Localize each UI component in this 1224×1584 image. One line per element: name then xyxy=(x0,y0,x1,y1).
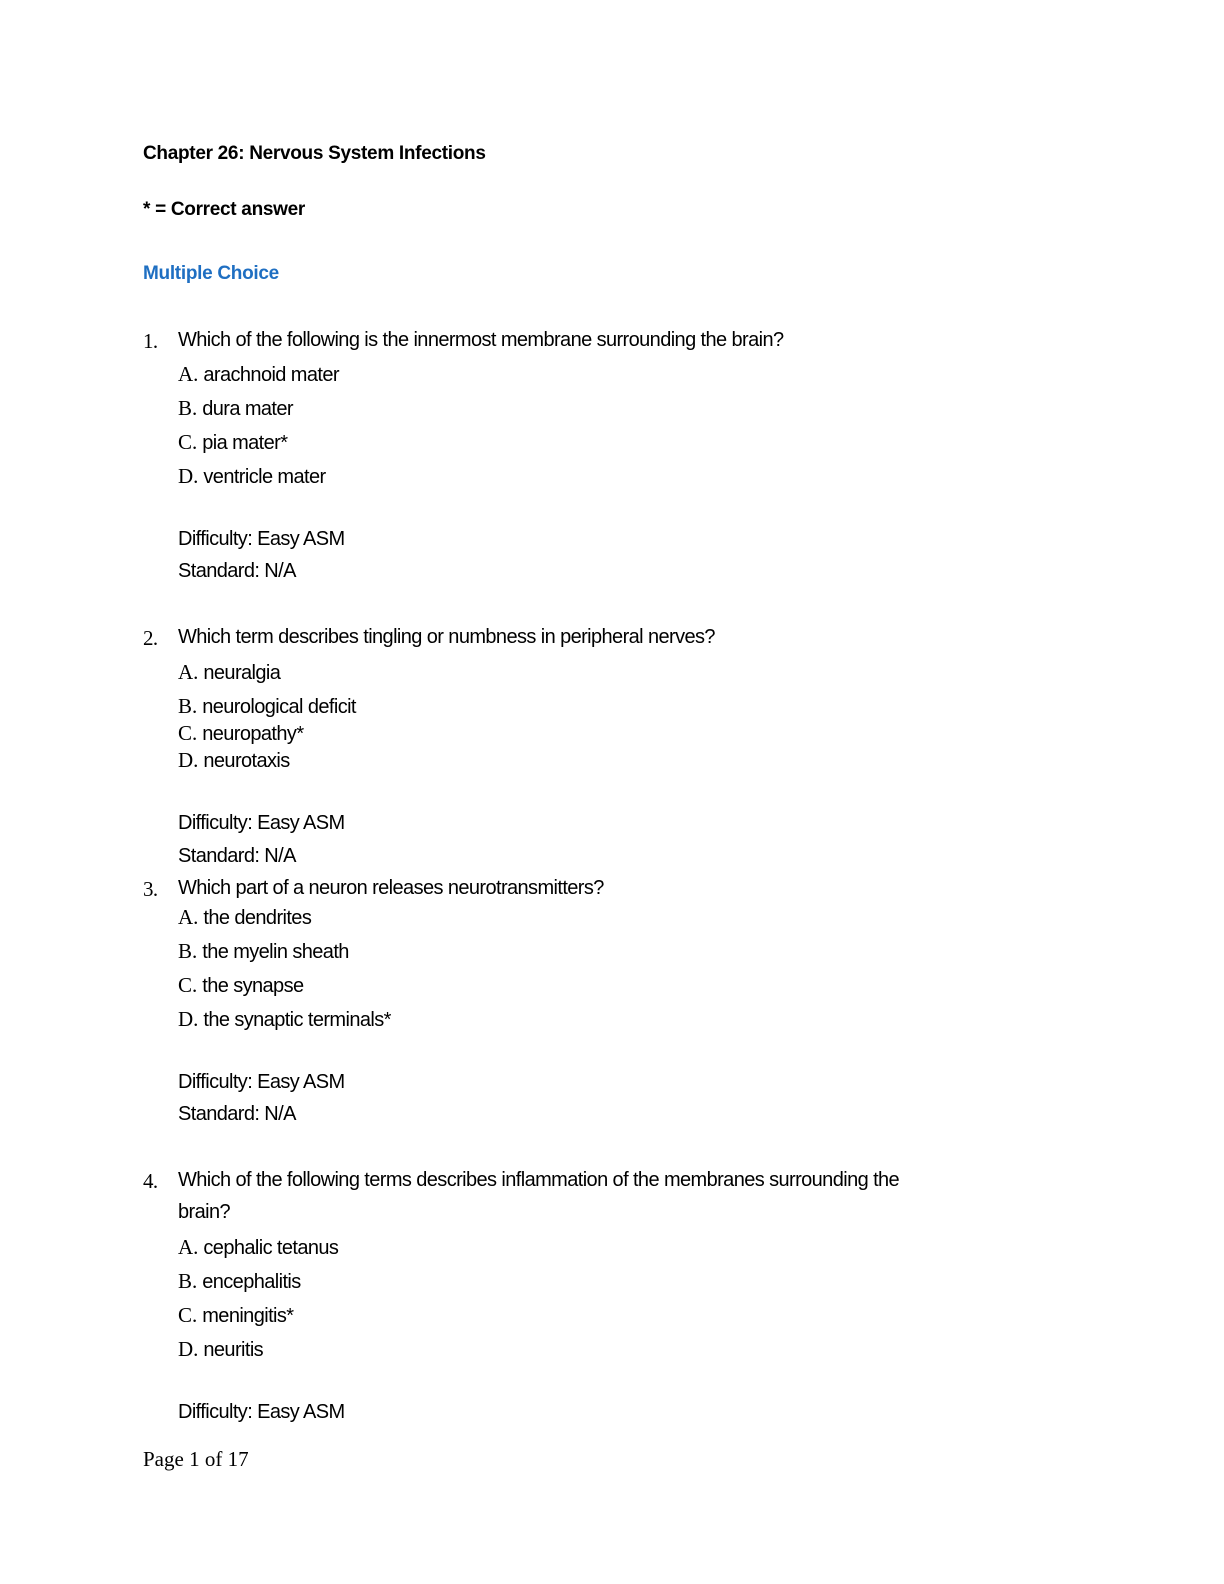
option-letter: C. xyxy=(178,973,198,997)
difficulty-label: Difficulty: Easy ASM xyxy=(178,1071,345,1093)
option-a xyxy=(178,1235,338,1260)
difficulty-label: Difficulty: Easy ASM xyxy=(178,528,345,550)
option-text: pia mater* xyxy=(202,432,288,454)
option-text: the synapse xyxy=(202,975,304,997)
option-text: cephalic tetanus xyxy=(203,1237,339,1259)
question-number: 3. xyxy=(143,877,158,901)
difficulty-label: Difficulty: Easy ASM xyxy=(178,812,345,834)
option-text: ventricle mater xyxy=(203,466,326,488)
option-text: the synaptic terminals* xyxy=(203,1009,391,1031)
question-number: 4. xyxy=(143,1169,158,1193)
standard-label: Standard: N/A xyxy=(178,560,296,582)
option-text: the dendrites xyxy=(203,907,312,929)
option-b xyxy=(178,396,293,421)
option-text: meningitis* xyxy=(202,1305,294,1327)
question-number: 1. xyxy=(143,329,158,353)
option-letter: B. xyxy=(178,1269,198,1293)
option-letter: D. xyxy=(178,464,199,488)
option-text: dura mater xyxy=(202,398,293,420)
section-title: Multiple Choice xyxy=(143,263,279,284)
option-c xyxy=(178,973,304,998)
option-b xyxy=(178,694,356,719)
option-text: neurological deficit xyxy=(202,696,356,718)
option-letter: D. xyxy=(178,748,199,772)
option-letter: B. xyxy=(178,694,198,718)
option-letter: B. xyxy=(178,396,198,420)
option-text: neuralgia xyxy=(203,662,281,684)
option-b xyxy=(178,939,349,964)
answer-key-legend: * = Correct answer xyxy=(143,199,305,220)
option-letter: D. xyxy=(178,1007,199,1031)
option-c xyxy=(178,1303,293,1328)
question-text-line-2: brain? xyxy=(178,1201,230,1223)
chapter-title: Chapter 26: Nervous System Infections xyxy=(143,143,486,164)
option-letter: C. xyxy=(178,1303,198,1327)
page-number-footer: Page 1 of 17 xyxy=(143,1447,249,1471)
option-letter: C. xyxy=(178,721,198,745)
option-c xyxy=(178,430,287,455)
option-d xyxy=(178,1337,263,1362)
option-text: encephalitis xyxy=(202,1271,301,1293)
option-a xyxy=(178,660,280,685)
option-text: neurotaxis xyxy=(203,750,290,772)
question-text-line-1: Which of the following terms describes inflammation of the membranes surrounding the xyxy=(178,1169,900,1191)
option-letter: B. xyxy=(178,939,198,963)
question-number: 2. xyxy=(143,626,158,650)
option-a xyxy=(178,905,311,930)
question-text: Which of the following is the innermost membrane surrounding the brain? xyxy=(178,329,784,351)
option-d xyxy=(178,464,326,489)
option-text: neuropathy* xyxy=(202,723,304,745)
option-d xyxy=(178,748,290,773)
option-text: arachnoid mater xyxy=(203,364,339,386)
option-c xyxy=(178,721,304,746)
option-letter: D. xyxy=(178,1337,199,1361)
option-a xyxy=(178,362,339,387)
option-letter: A. xyxy=(178,362,199,386)
option-text: the myelin sheath xyxy=(202,941,349,963)
option-d xyxy=(178,1007,391,1032)
option-b xyxy=(178,1269,301,1294)
option-letter: C. xyxy=(178,430,198,454)
option-text: neuritis xyxy=(203,1339,264,1361)
option-letter: A. xyxy=(178,660,199,684)
option-letter: A. xyxy=(178,905,199,929)
question-text: Which part of a neuron releases neurotransmitters? xyxy=(178,877,604,899)
standard-label: Standard: N/A xyxy=(178,845,296,867)
difficulty-label: Difficulty: Easy ASM xyxy=(178,1401,345,1423)
option-letter: A. xyxy=(178,1235,199,1259)
question-text: Which term describes tingling or numbness in peripheral nerves? xyxy=(178,626,715,648)
standard-label: Standard: N/A xyxy=(178,1103,296,1125)
